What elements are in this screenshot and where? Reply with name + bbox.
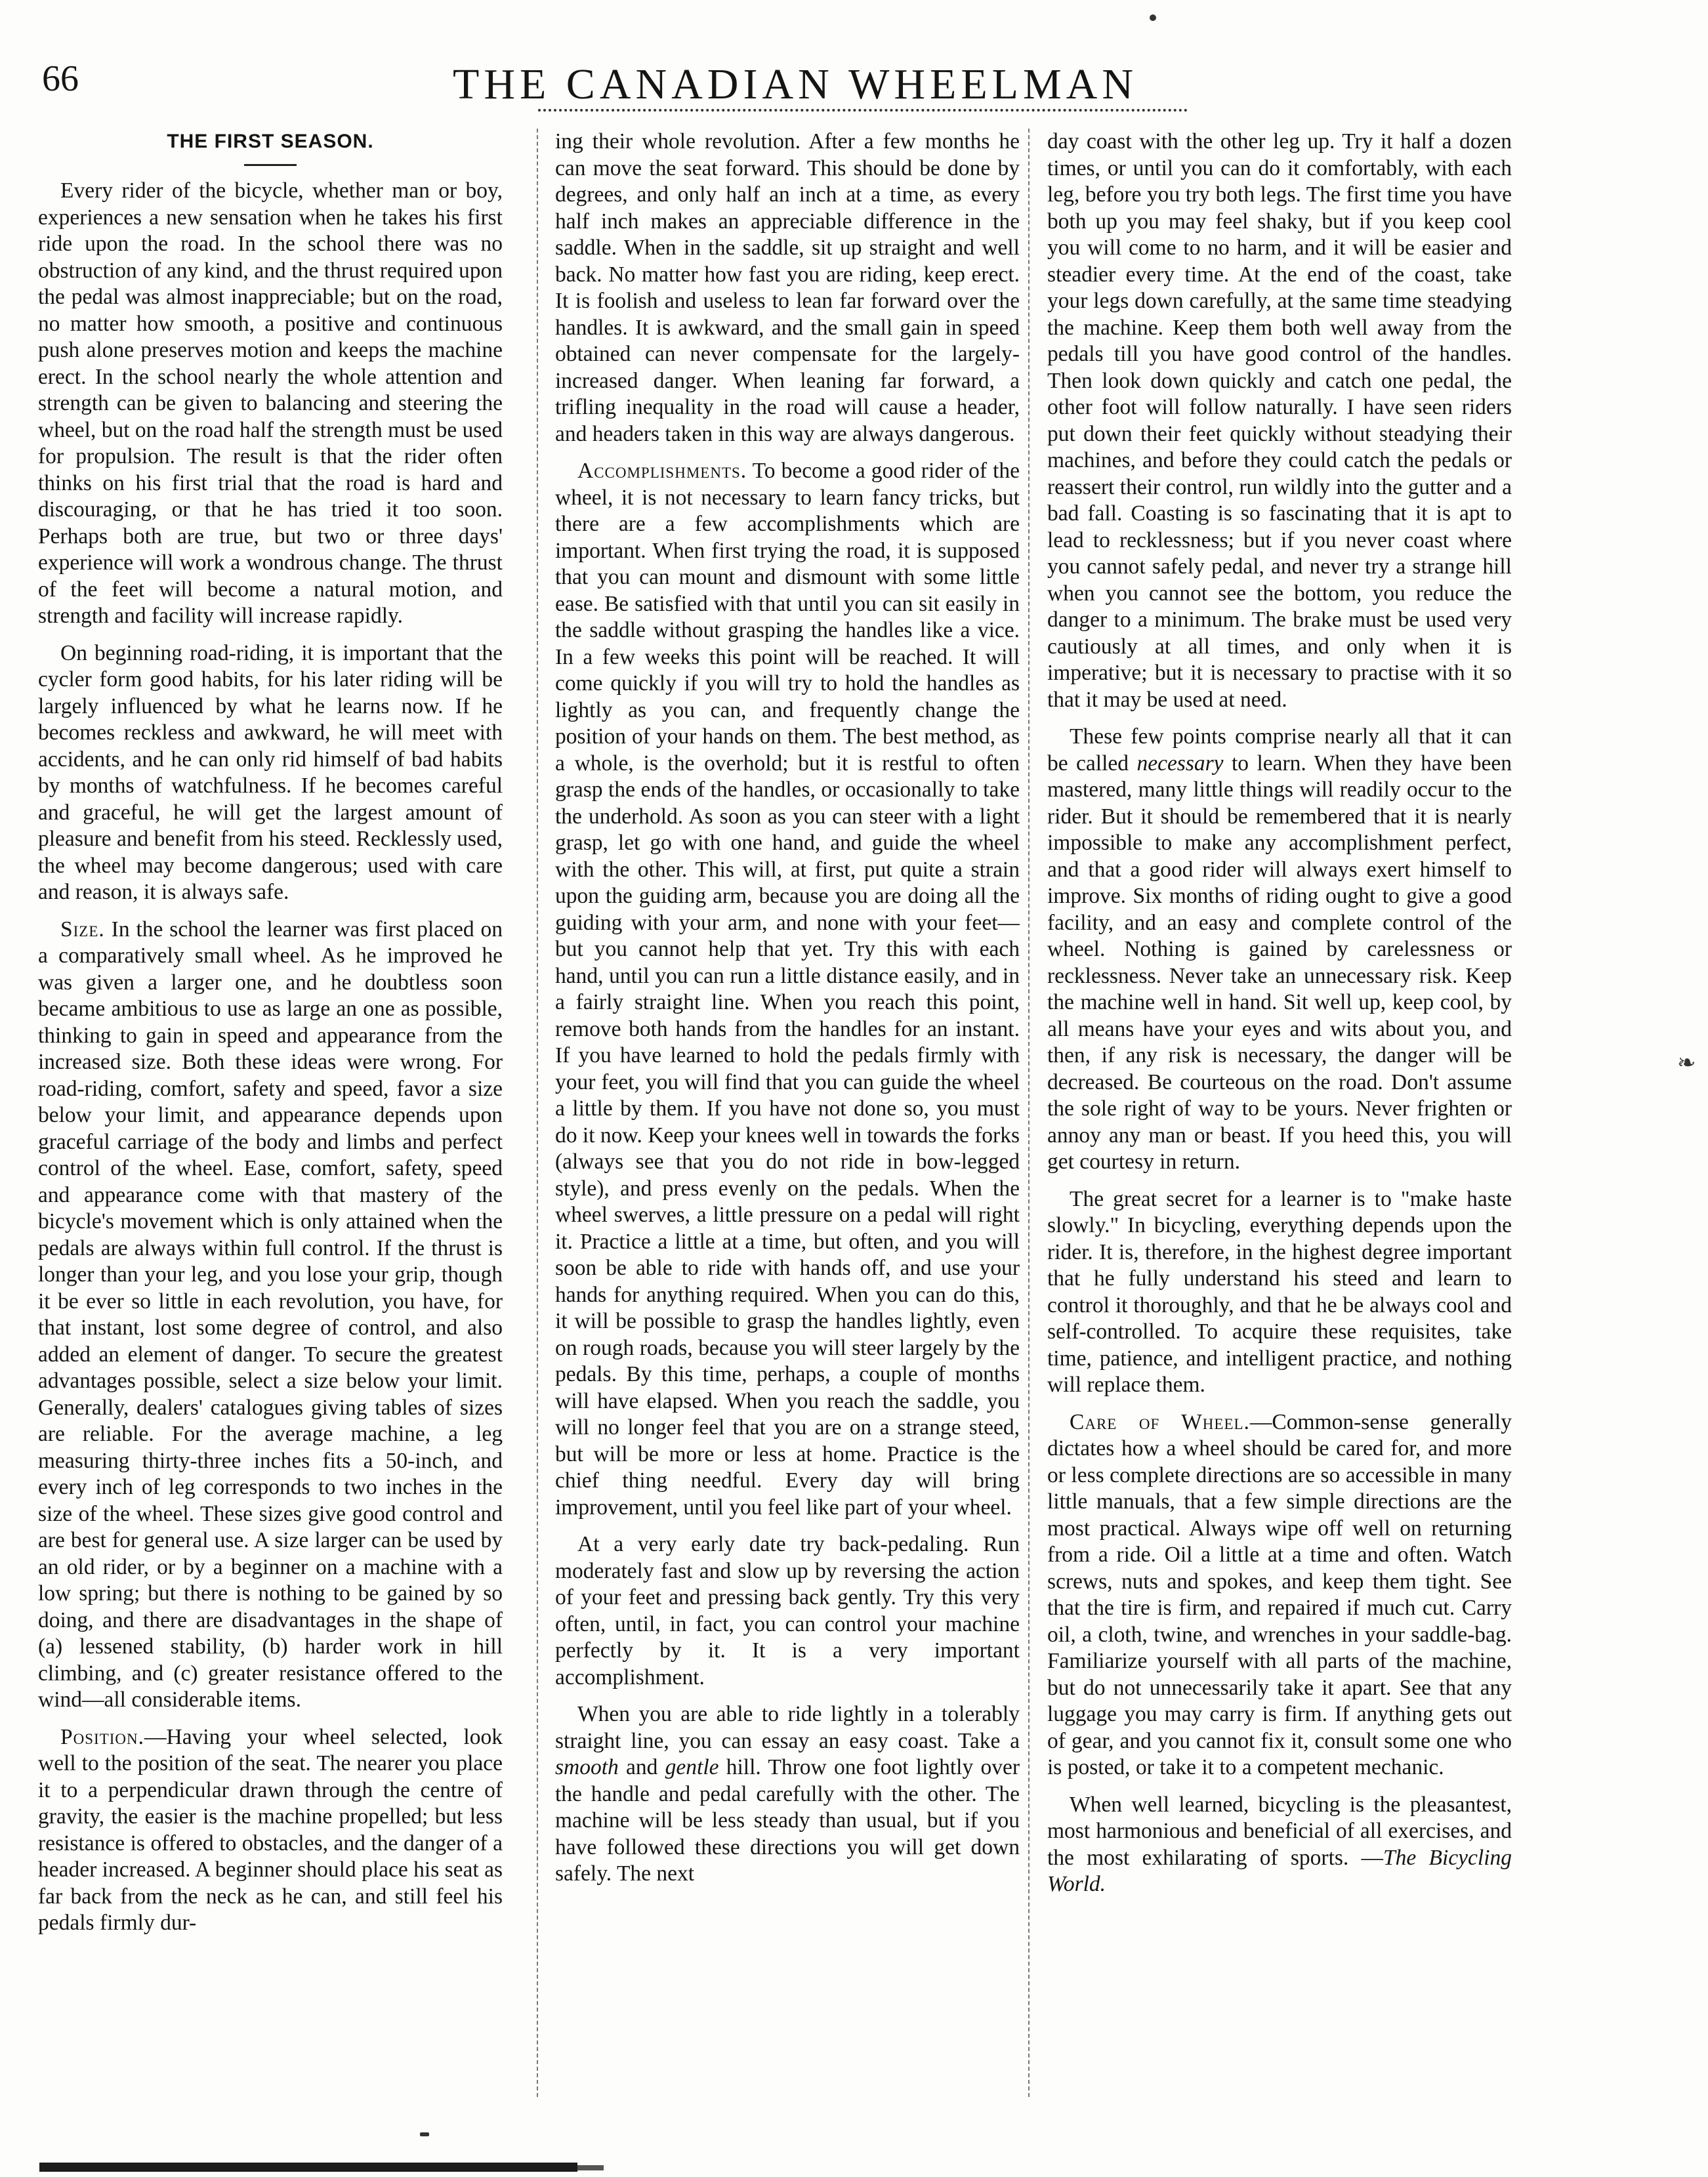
attribution: The Bicycling World. (1047, 1845, 1512, 1896)
scan-mark (1150, 14, 1156, 21)
paragraph: Size. In the school the learner was first placed on a comparatively small wheel. As he improved he was given a larger one, and he doubtless soon became ambitious to use as large an one as possible, thinking to gain in speed and appearance from the increased size. Both these ideas were wrong. For road-riding, comfort, safety and speed, favor a size below your limit, and appearance depends upon graceful carriage of the body and limbs and perfect control of the wheel. Ease, comfort, safety, speed and appearance come with that mastery of the bicycle's movement which is only attained when the pedals are always within full control. If the thrust is longer than your leg, and you lose your grip, though it be ever so little in each revolution, you have, for that instant, lost some degree of control, and also added an element of danger. To secure the greatest advantages possible, select a size below your limit. Generally, dealers' catalogues giving tables of sizes are reliable. For the average machine, a leg measuring thirty-three inches fits a 50-inch, and every inch of leg corresponds to two inches in the size of the wheel. These sizes give good control and are best for general use. A size larger can be used by an old rider, or by a beginner on a machine with a low spring; but there is nothing to be gained by so doing, and there are disadvantages in the shape of (a) lessened stability, (b) harder work in hill climbing, and (c) greater resistance offered to the wind—all considerable items. (38, 917, 503, 1712)
section-head-accomplishments: Accomplishments. (577, 459, 747, 483)
bottom-bar (39, 2163, 577, 2172)
paragraph: Care of Wheel.—Common-sense generally dictates how a wheel should be cared for, and more or less complete directions are so accessible in many little manuals, that a few simple directions are the most practical. Always wipe off well on returning from a ride. Oil a little at a time and often. Watch screws, nuts and spokes, and keep them tight. See that the tire is firm, and repaired if much cut. Carry oil, a cloth, twine, and wrenches in your saddle-bag. Familiarize yourself with all parts of the machine, but do not unnecessarily take it apart. See that any luggage you may carry is firm. If anything gets out of gear, and you cannot fix it, consult some one who is posted, or take it to a competent mechanic. (1047, 1409, 1512, 1779)
paragraph: When you are able to ride lightly in a tolerably straight line, you can essay an easy coast. Take a smooth and gentle hill. Throw one foot lightly over the handle and pedal carefully with the other. The machine will be less steady than usual, but if you have followed these directions you will get down safely. The next (555, 1702, 1020, 1886)
emphasis: gentle (665, 1755, 719, 1779)
section-head-size: Size. (60, 917, 105, 942)
scan-mark (420, 2132, 429, 2136)
emphasis: necessary (1136, 751, 1224, 776)
article-title: THE FIRST SEASON. (167, 131, 374, 152)
paragraph: These few points comprise nearly all that it can be called necessary to learn. When they have been mastered, many little things will readily occur to the rider. But it should be remembered that it is nearly impossible to make any accomplishment perfect, and that a good rider will always exert himself to improve. Six months of riding ought to give a good facility, and an easy and complete control of the wheel. Nothing is gained by carelessness or recklessness. Never take an unnecessary risk. Keep the machine well in hand. Sit well up, keep cool, by all means have your eyes and wits about you, and then, if any risk is necessary, the danger will be decreased. Be courteous on the road. Don't assume the sole right of way to be yours. Never frighten or annoy any man or beast. If you heed this, you will get courtesy in return. (1047, 724, 1512, 1174)
column-rule-right (1028, 129, 1030, 2097)
paragraph: On beginning road-riding, it is important that the cycler form good habits, for his later riding will be largely influenced by what he learns now. If he becomes reckless and awkward, he will meet with accidents, and he can only rid himself of bad habits by months of watchfulness. If he becomes careful and graceful, he will get the largest amount of pleasure and benefit from his steed. Recklessly used, the wheel may become dangerous; used with care and reason, it is always safe. (38, 640, 503, 904)
column-rule-left (537, 129, 538, 2097)
paragraph: The great secret for a learner is to "make haste slowly." In bicycling, everything depends upon the rider. It is, therefore, in the highest degree important that he fully understand his steed and learn to control it thoroughly, and that he be always cool and self-controlled. To acquire these requisites, take time, patience, and intelligent practice, and nothing will replace them. (1047, 1186, 1512, 1397)
paragraph: ing their whole revolution. After a few months he can move the seat forward. This should be done by degrees, and only half an inch at a time, as every half inch makes an appreciable difference in the saddle. When in the saddle, sit up straight and well back. No matter how fast you are riding, keep erect. It is foolish and useless to lean far forward over the handles. It is awkward, and the small gain in speed obtained can never compensate for the largely-increased danger. When leaning far forward, a trifling inequality in the road will cause a header, and headers taken in this way are always dangerous. (555, 129, 1020, 446)
paragraph: Every rider of the bicycle, whether man or boy, experiences a new sensation when he takes his first ride upon the road. In the school there was no obstruction of any kind, and the thrust required upon the pedal was almost inappreciable; but on the road, no matter how smooth, a positive and continuous push alone preserves motion and keeps the machine erect. In the school nearly the whole attention and strength can be given to balancing and steering the wheel, but on the road half the strength must be used for propulsion. The result is that the rider often thinks on his first trial that the road is hard and discouraging, or that he has tried it too soon. Perhaps both are true, but two or three days' experience will work a wondrous change. The thrust of the feet will become a natural motion, and strength and facility will increase rapidly. (38, 178, 503, 628)
paragraph: When well learned, bicycling is the pleasantest, most harmonious and beneficial of all exercises, and the most exhilarating of sports. —The Bicycling World. (1047, 1792, 1512, 1896)
paragraph: At a very early date try back-pedaling. Run moderately fast and slow up by reversing the action of your feet and pressing back gently. Try this very often, until, in fact, you can control your machine perfectly by it. It is a very important accomplishment. (555, 1532, 1020, 1690)
paragraph: day coast with the other leg up. Try it half a dozen times, or until you can do it comfortably, with each leg, before you try both legs. The first time you have both up you may feel shaky, but if you keep cool you will come to no harm, and it will be easier and steadier every time. At the end of the coast, take your legs down carefully, at the same time steadying the machine. Keep them both well away from the pedals till you have good control of the handles. Then look down quickly and catch one pedal, the other foot will follow naturally. I have seen riders put down their feet quickly without steadying their machines, and before they could catch the pedals or reassert their control, run wildly into the gutter and a bad fall. Coasting is so fascinating that it is apt to lead to recklessness; but if you never coast where you cannot safely pedal, and never try a strange hill when you cannot see the bottom, you reduce the danger to a minimum. The brake must be used very cautiously at all times, and only when it is imperative; but it is necessary to practise with it so that it may be used at need. (1047, 129, 1512, 712)
column-3 (1047, 129, 1512, 2097)
emphasis: smooth (555, 1755, 619, 1779)
edge-mark: ❧ (1677, 1051, 1696, 1075)
column-1 (38, 129, 503, 2097)
header-rule (538, 109, 1188, 112)
paragraph: Position.—Having your wheel selected, look well to the position of the seat. The nearer you place it to a perpendicular drawn through the centre of gravity, the easier is the machine propelled; but less resistance is offered to obstacles, and the danger of a header increased. A beginner should place his seat as far back from the neck as he can, and still feel his pedals firmly dur- (38, 1724, 503, 1935)
masthead-title: THE CANADIAN WHEELMAN (453, 60, 1138, 108)
title-rule (244, 164, 297, 166)
section-head-care-of-wheel: Care of Wheel. (1070, 1409, 1250, 1434)
paragraph: Accomplishments. To become a good rider of the wheel, it is not necessary to learn fancy tricks, but there are a few accomplishments which are important. When first trying the road, it is supposed that you can mount and dismount with some little ease. Be satisfied with that until you can sit easily in the saddle without grasping the handles like a vice. In a few weeks this point will be reached. It will come quickly if you will try to hold the handles as lightly as you can, and frequently change the position of your hands on them. The best method, as a whole, is the overhold; but it is restful to often grasp the ends of the handles, or occasionally to take the underhold. As soon as you can steer with a light grasp, let go with one hand, and guide the wheel with the other. This will, at first, put quite a strain upon the guiding arm, because you are doing all the guiding with your arm, and none with your feet—but you cannot help that yet. Try this with each hand, until you can run a little distance easily, and in a fairly straight line. When you reach this point, remove both hands from the handles for an instant. If you have learned to hold the pedals firmly with your feet, you will find that you can guide the wheel a little by them. If you have not done so, you must do it now. Keep your knees well in towards the forks (always see that you do not ride in bow-legged style), and press evenly on the pedals. When the wheel swerves, a little pressure on a pedal will right it. Practice a little at a time, but often, and you will soon be able to ride with hands off, and use your hands for anything required. When you can do this, it will be possible to grasp the handles lightly, even on rough roads, because you will steer largely by the pedals. By this time, perhaps, a couple of months will have elapsed. When you reach the saddle, you will no longer feel that you are on a strange steed, but will be more or less at home. Practice is the chief thing needful. Every day will bring improvement, until you feel like part of your wheel. (555, 459, 1020, 1520)
section-head-position: Position. (60, 1724, 144, 1749)
bottom-bar-fragment (577, 2165, 604, 2170)
column-2 (555, 129, 1020, 2097)
page-number: 66 (42, 58, 79, 99)
